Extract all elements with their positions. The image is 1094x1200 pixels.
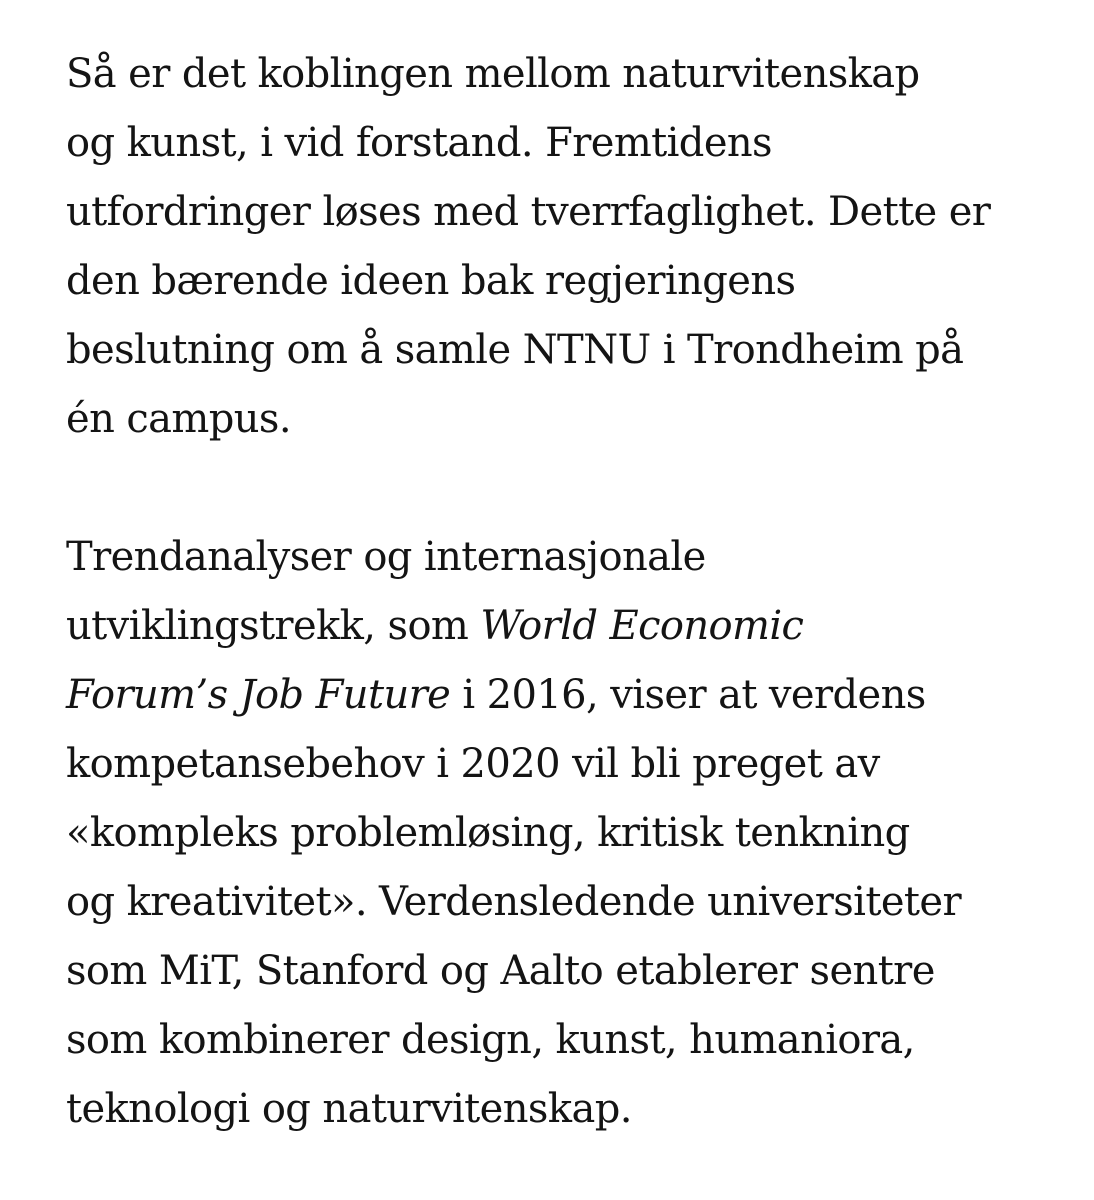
text-line: og kunst, i vid forstand. Fremtidens	[66, 120, 772, 166]
publication-title-part: World Economic	[480, 603, 804, 649]
text-line: «kompleks problemløsing, kritisk tenkning	[66, 810, 910, 856]
paragraph-2	[66, 523, 1056, 1144]
text-line: kompetansebehov i 2020 vil bli preget av	[66, 741, 880, 787]
text-line: én campus.	[66, 396, 291, 442]
paragraph-1	[66, 40, 1056, 454]
text-line: som kombinerer design, kunst, humaniora,	[66, 1017, 915, 1063]
text-segment: utviklingstrekk, som	[66, 603, 481, 649]
text-line: og kreativitet». Verdensledende universiteter	[66, 879, 961, 925]
text-line: Trendanalyser og internasjonale	[66, 534, 706, 580]
text-line: Så er det koblingen mellom naturvitenskap	[66, 51, 920, 97]
text-line: utfordringer løses med tverrfaglighet. Dette er	[66, 189, 991, 235]
text-line: som MiT, Stanford og Aalto etablerer sentre	[66, 948, 935, 994]
article-body	[66, 40, 1056, 1144]
text-line	[66, 592, 1056, 661]
text-line	[66, 661, 1056, 730]
text-line: teknologi og naturvitenskap.	[66, 1086, 632, 1132]
text-segment: i 2016, viser at verdens	[450, 672, 926, 718]
publication-title-part: Forum’s Job Future	[66, 672, 451, 718]
text-line: beslutning om å samle NTNU i Trondheim på	[66, 327, 964, 373]
text-line: den bærende ideen bak regjeringens	[66, 258, 796, 304]
